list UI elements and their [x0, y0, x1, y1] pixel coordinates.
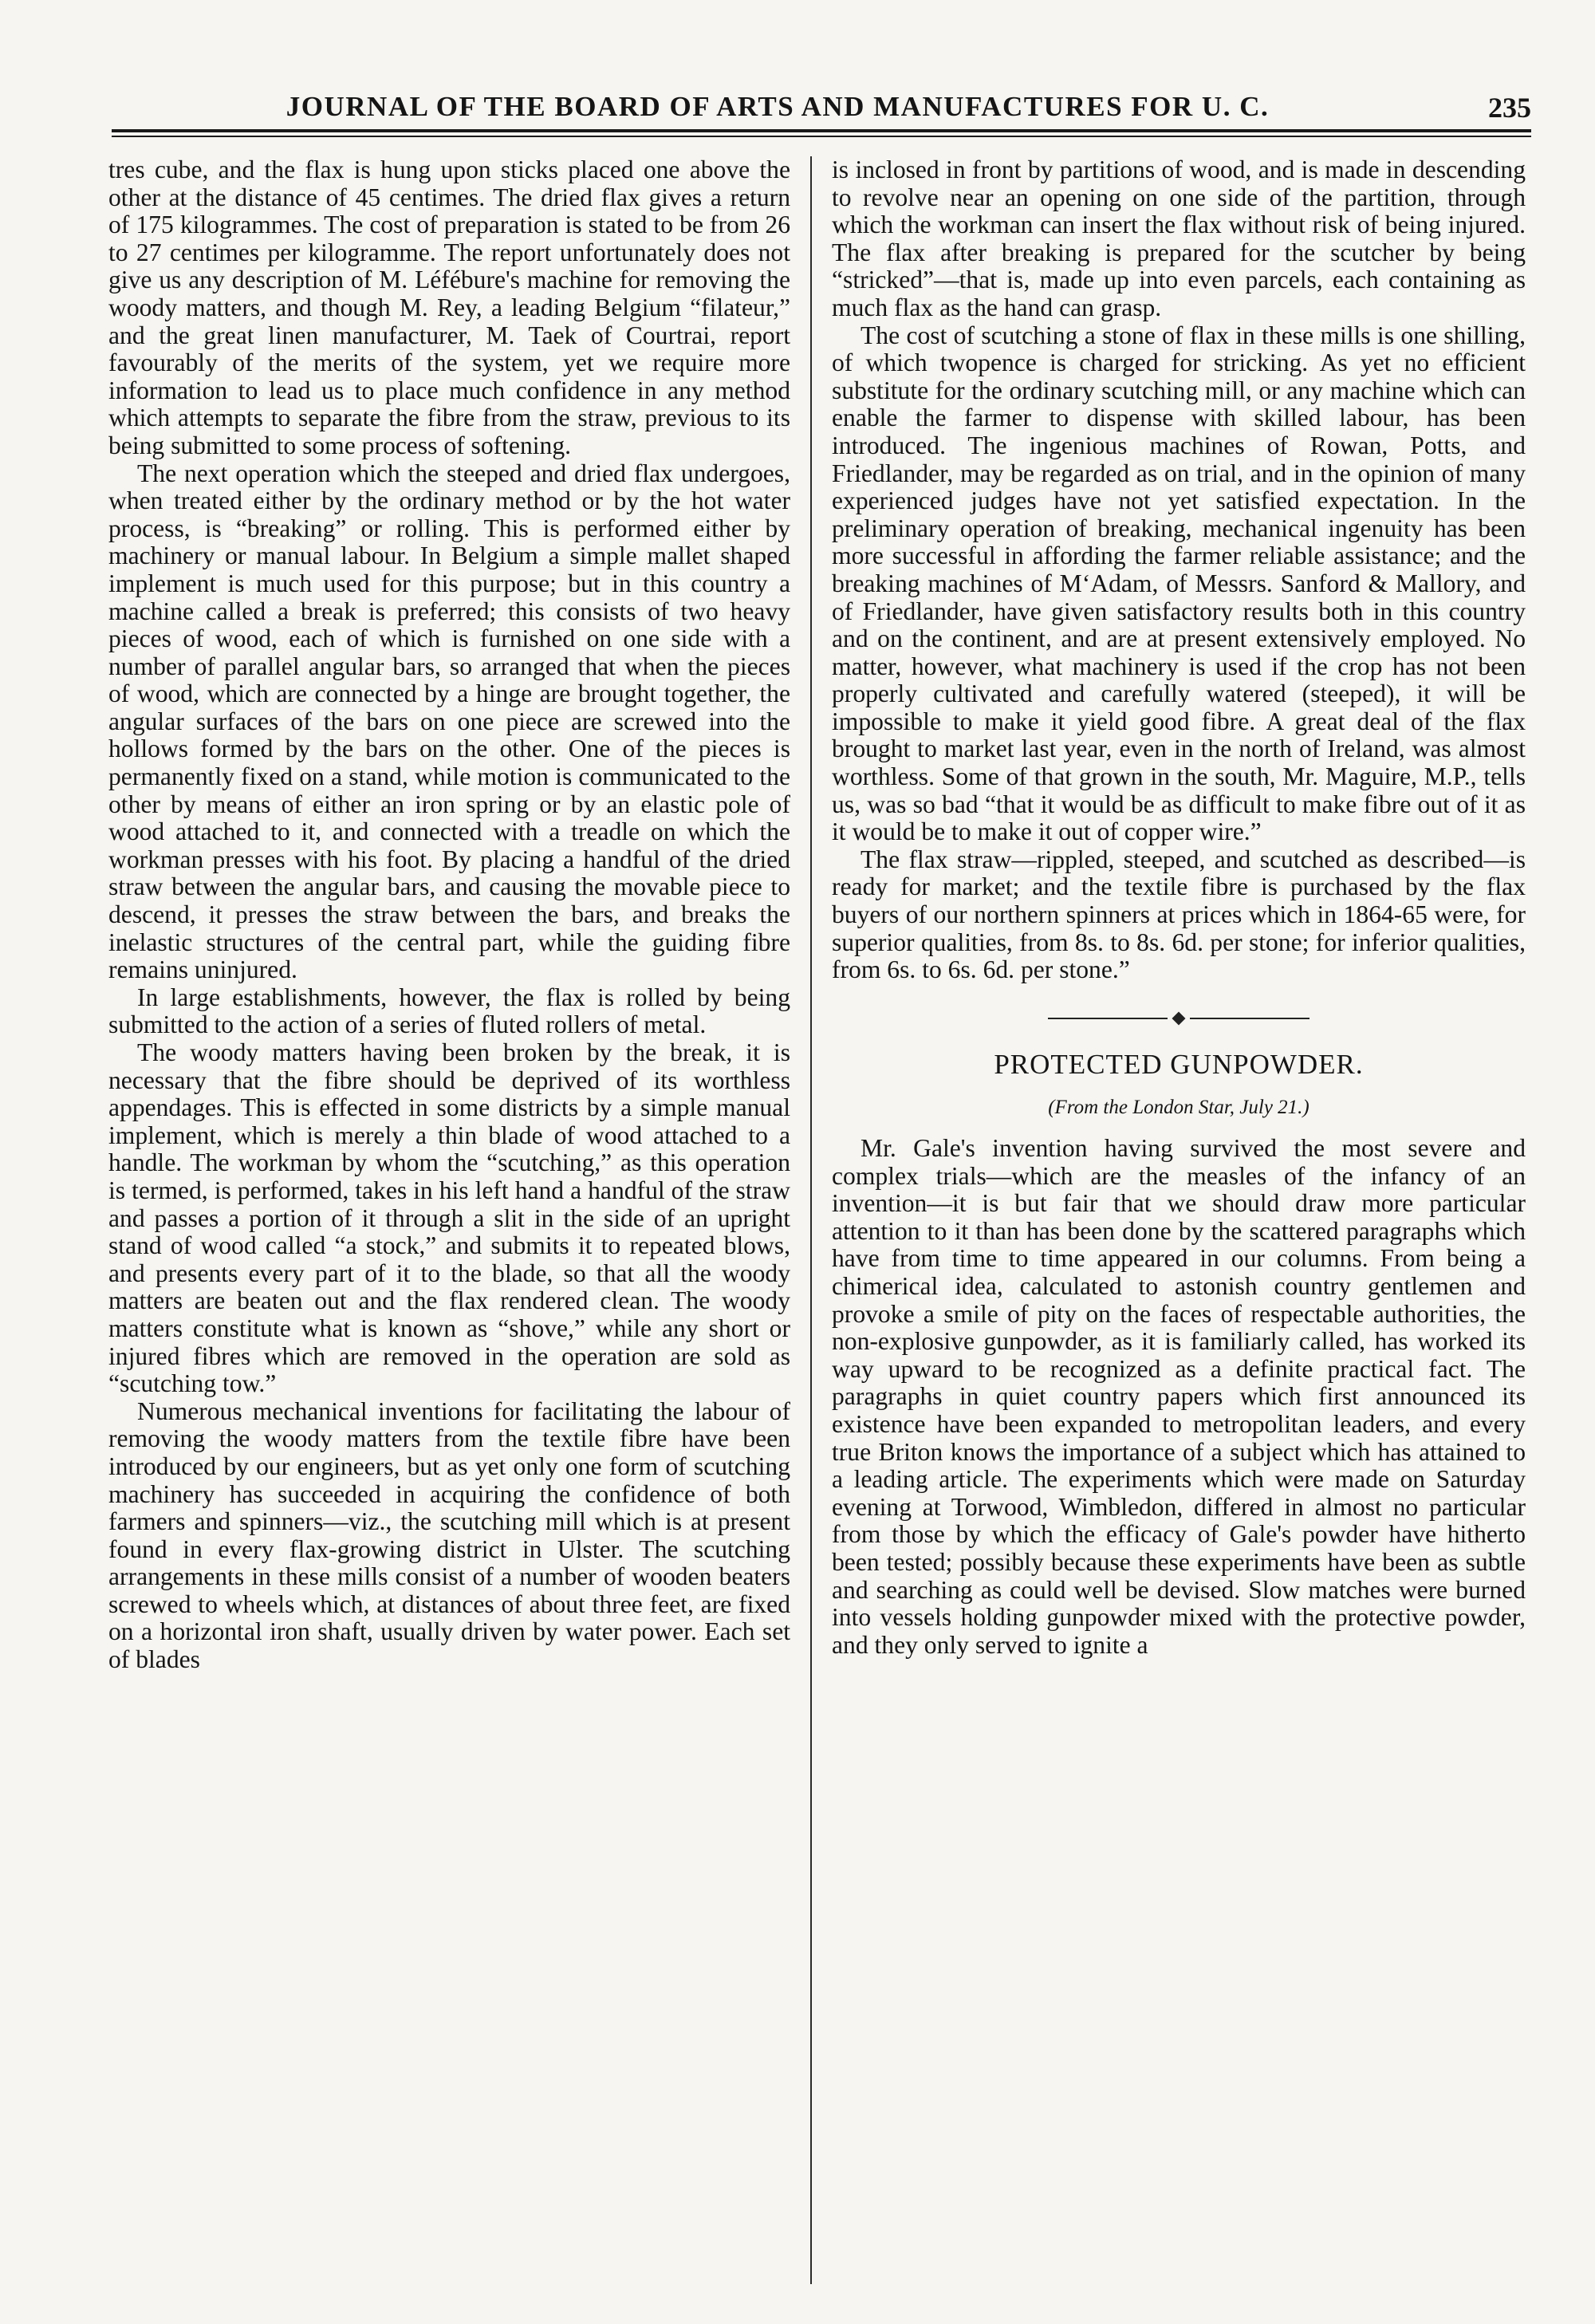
ornament-diamond-icon	[1172, 1011, 1186, 1025]
page-number: 235	[1488, 92, 1531, 124]
section-ornament	[832, 1013, 1526, 1024]
paragraph: tres cube, and the flax is hung upon sticks placed one above the other at the distance of 45 centimes. The dried flax gives a return of 175 kilogrammes. The cost of preparation is stated to be from 26 to 27 centimes per kilogramme. The report unfortunately does not give us any description of M. Léfébure's machine for removing the woody matters, and though M. Rey, a leading Belgium “filateur,” and the great linen manufacturer, M. Taek of Courtrai, report favourably of the merits of the system, yet we require more information to lead us to place much confidence in any method which attempts to separate the fibre from the straw, previous to its being submitted to some process of softening.	[108, 156, 790, 459]
paragraph: is inclosed in front by partitions of wood, and is made in descending to revolve near an opening on one side of the partition, through which the workman can insert the flax without risk of being injured. The flax after breaking is prepared for the scutcher by being “stricked”—that is, made up into even parcels, each containing as much flax as the hand can grasp.	[832, 156, 1526, 321]
ornament-line	[1190, 1018, 1309, 1019]
paragraph: The woody matters having been broken by the break, it is necessary that the fibre should be deprived of its worthless appendages. This is effected in some districts by a simple manual implement, which is merely a thin blade of wood attached to a handle. The workman by whom the “scutching,” as this operation is termed, is performed, takes in his left hand a handful of the straw and passes a portion of it through a slit in the side of an upright stand of wood called “a stock,” and submits it to repeated blows, and presents every part of it to the blade, so that all the woody matters are beaten out and the flax rendered clean. The woody matters constitute what is known as “shove,” while any short or injured fibres which are removed in the operation are sold as “scutching tow.”	[108, 1038, 790, 1398]
left-column	[108, 156, 790, 2286]
paragraph: In large establishments, however, the flax is rolled by being submitted to the action of a series of fluted rollers of metal.	[108, 983, 790, 1039]
right-column	[832, 156, 1526, 2286]
running-header	[112, 77, 1531, 124]
paragraph: The flax straw—rippled, steeped, and scutched as described—is ready for market; and the textile fibre is purchased by the flax buyers of our northern spinners at prices which in 1864-65 were, for superior qualities, from 8s. to 8s. 6d. per stone; for inferior qualities, from 6s. to 6s. 6d. per stone.”	[832, 845, 1526, 984]
ornament-line	[1048, 1018, 1168, 1019]
paragraph: The cost of scutching a stone of flax in these mills is one shilling, of which twopence is charged for stricking. As yet no efficient substitute for the ordinary scutching mill, or any machine which can enable the farmer to dispense with skilled labour, has been introduced. The ingenious machines of Rowan, Potts, and Friedlander, may be regarded as on trial, and in the opinion of many experienced judges have not yet satisfied expectation. In the preliminary operation of breaking, mechanical ingenuity has been more successful in affording the farmer reliable assistance; and the breaking machines of M‘Adam, of Messrs. Sanford & Mallory, and of Friedlander, have given satisfactory results both in this country and on the continent, and are at present extensively employed. No matter, however, what machinery is used if the crop has not been properly cultivated and carefully watered (steeped), it will be impossible to make it yield good fibre. A great deal of the flax brought to market last year, even in the north of Ireland, was almost worthless. Some of that grown in the south, Mr. Maguire, M.P., tells us, was so bad “that it would be as difficult to make fibre out of it as it would be to make it out of copper wire.”	[832, 321, 1526, 846]
paragraph: Mr. Gale's invention having survived the most severe and complex trials—which are the measles of the infancy of an invention—it is but fair that we should draw more particular attention to it than has been done by the scattered paragraphs which have from time to time appeared in our columns. From being a chimerical idea, calculated to astonish country gentlemen and provoke a smile of pity on the faces of respectable authorities, the non-explosive gunpowder, as it is familiarly called, has worked its way upward to be recognized as a definite practical fact. The paragraphs in quiet country papers which first announced its existence have been expanded to metropolitan leaders, and every true Briton knows the importance of a subject which has attained to a leading article. The experiments which were made on Saturday evening at Torwood, Wimbledon, differed in almost no particular from those by which the efficacy of Gale's powder have hitherto been tested; possibly because these experiments have been as subtle and searching as could well be devised. Slow matches were burned into vessels holding gunpowder mixed with the protective powder, and they only served to ignite a	[832, 1134, 1526, 1659]
article-title: PROTECTED GUNPOWDER.	[994, 1048, 1364, 1080]
header-rule-thick	[112, 129, 1531, 132]
paragraph: The next operation which the steeped and dried flax undergoes, when treated either by the ordinary method or by the hot water process, is “breaking” or rolling. This is performed either by machinery or manual labour. In Belgium a simple mallet shaped implement is much used for this purpose; but in this country a machine called a break is preferred; this consists of two heavy pieces of wood, each of which is furnished on one side with a number of parallel angular bars, so arranged that when the pieces of wood, which are connected by a hinge are brought together, the angular surfaces of the bars on one piece are screwed into the hollows formed by the bars on the other. One of the pieces is permanently fixed on a stand, while motion is communicated to the other by means of either an iron spring or by an elastic pole of wood attached to it, and connected with a treadle on which the workman presses with his foot. By placing a handful of the dried straw between the angular bars, and causing the movable piece to descend, it presses the straw between the bars, and breaks the inelastic structures of the central part, while the guiding fibre remains uninjured.	[108, 459, 790, 984]
journal-title: JOURNAL OF THE BOARD OF ARTS AND MANUFACTURES FOR U. C.	[286, 91, 1270, 122]
column-divider	[810, 156, 812, 2284]
article-source: (From the London Star, July 21.)	[1048, 1097, 1309, 1119]
paragraph: Numerous mechanical inventions for facilitating the labour of removing the woody matters from the textile fibre have been introduced by our engineers, but as yet only one form of scutching machinery has succeeded in acquiring the confidence of both farmers and spinners—viz., the scutching mill which is at present found in every flax-growing district in Ulster. The scutching arrangements in these mills consist of a number of wooden beaters screwed to wheels which, at distances of about three feet, are fixed on a horizontal iron shaft, usually driven by water power. Each set of blades	[108, 1396, 790, 1674]
header-rule-thin	[112, 136, 1531, 137]
